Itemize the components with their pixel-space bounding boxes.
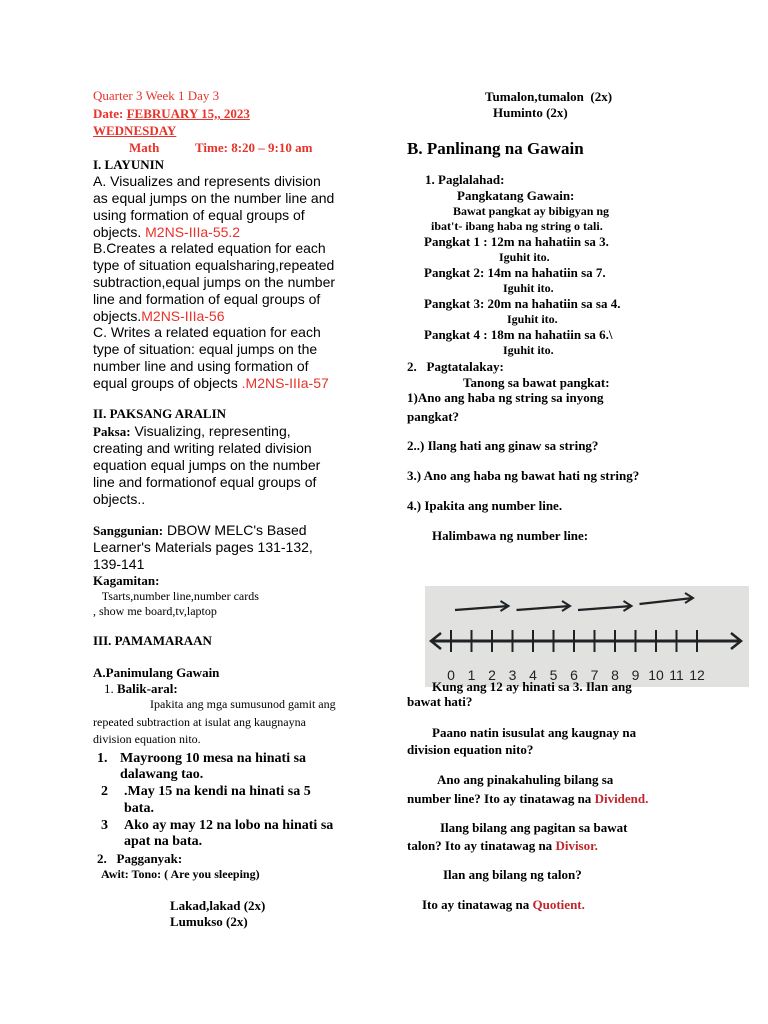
song-line: Huminto (2x): [493, 105, 568, 120]
paksa-label: Paksa:: [93, 424, 131, 439]
song-line: Lakad,lakad (2x): [170, 898, 266, 913]
bawat-line: Bawat pangkat ay bibigyan ng: [453, 204, 610, 218]
date-label: Date:: [93, 106, 124, 121]
tick-label: 0: [447, 667, 455, 683]
objective-a-code: M2NS-IIIa-55.2: [145, 224, 241, 240]
layunin-heading: I. LAYUNIN: [93, 157, 165, 172]
review-item-line: Ako ay may 12 na lobo na hinati sa: [124, 818, 334, 833]
quarter-label: Quarter 3 Week 1 Day 3: [93, 88, 220, 103]
objective-c: [93, 324, 329, 392]
tick-label: 1: [467, 667, 476, 683]
pagtatalakay-label: 2. Pagtatalakay:: [407, 359, 504, 374]
panimula-heading: A.Panimulang Gawain: [93, 665, 220, 680]
paglalahad-label: 1. Paglalahad:: [425, 172, 505, 187]
question-line: 4.) Ipakita ang number line.: [407, 498, 563, 513]
jump-arrow: [455, 606, 509, 610]
tick-label: 12: [689, 667, 705, 683]
sanggunian-label: Sanggunian:: [93, 523, 164, 538]
pamamaraan-heading: III. PAMAMARAAN: [93, 633, 212, 648]
ano-line: [407, 791, 648, 807]
objective-a-line: [93, 224, 334, 241]
paksa-line: creating and writing related division: [93, 440, 312, 456]
group-sub: Iguhit ito.: [503, 281, 554, 295]
objective-a-line: using formation of equal groups of: [93, 207, 305, 223]
quotient-line: [422, 897, 585, 913]
paksa-block: [93, 423, 320, 508]
question-line: 1)Ano ang haba ng string sa inyong: [407, 390, 604, 405]
divisor-term: Divisor.: [555, 838, 598, 853]
jump-arrows: [455, 593, 693, 611]
objective-c-line: number line and using formation of: [93, 358, 309, 374]
sanggunian-line: [93, 522, 313, 539]
review-item-number: 1.: [97, 751, 108, 766]
number-line-svg: [425, 586, 749, 687]
question-line: 2..) Ilang hati ang ginaw sa string?: [407, 438, 599, 453]
paksa-line: line and formationof equal groups of: [93, 474, 317, 490]
tick-label: 8: [611, 667, 619, 683]
subject-label: Math: [129, 140, 160, 155]
sanggunian-first: DBOW MELC's Based: [163, 522, 307, 538]
objective-a-last: objects.: [93, 224, 142, 240]
objective-a-line: A. Visualizes and represents division: [93, 173, 321, 189]
review-item-number: 3: [101, 818, 108, 833]
objective-b-last: objects.: [93, 308, 142, 324]
review-item-line: .May 15 na kendi na hinati sa 5: [124, 784, 311, 799]
number-line-ticks: [447, 630, 705, 683]
bawat-line: ibat't- ibang haba ng string o tali.: [431, 219, 603, 233]
objective-c-line: type of situation: equal jumps on the: [93, 341, 318, 357]
review-item-line: bata.: [124, 801, 154, 816]
review-item-line: Mayroong 10 mesa na hinati sa: [120, 751, 307, 766]
song-line: Lumukso (2x): [170, 914, 248, 929]
sanggunian-block: [93, 522, 313, 573]
quotient-text: Ito ay tinatawag na: [422, 897, 533, 912]
tick-label: 11: [669, 667, 684, 683]
day-label: WEDNESDAY: [93, 123, 177, 138]
group-line: Pangkat 3: 20m na hahatiin sa sa 4.: [424, 296, 621, 311]
kung-line: Kung ang 12 ay hinati sa 3. Ilan ang: [432, 679, 632, 694]
sanggunian-line: Learner's Materials pages 131-132,: [93, 539, 313, 555]
kagamitan-label: Kagamitan:: [93, 573, 160, 588]
group-sub: Iguhit ito.: [507, 312, 558, 326]
tick-label: 4: [529, 667, 537, 683]
ilang-line: Ilang bilang ang pagitan sa bawat: [440, 820, 628, 835]
date-line: [93, 106, 250, 122]
tick-label: 6: [570, 667, 578, 683]
instruction-line: Ipakita ang mga sumusunod gamit ang: [150, 697, 336, 711]
paksa-line: [93, 423, 320, 440]
time-label: Time: 8:20 – 9:10 am: [195, 140, 313, 155]
objective-b-line: type of situation equalsharing,repeated: [93, 257, 335, 273]
tick-label: 7: [590, 667, 599, 683]
objective-b-line: subtraction,equal jumps on the number: [93, 274, 336, 290]
group-line: Pangkat 4 : 18m na hahatiin sa 6.\: [424, 327, 613, 342]
ano-line: Ano ang pinakahuling bilang sa: [437, 772, 614, 787]
tick-label: 10: [648, 667, 664, 683]
group-sub: Iguhit ito.: [499, 250, 550, 264]
pangkatang-label: Pangkatang Gawain:: [457, 188, 575, 203]
paksa-line: equation equal jumps on the number: [93, 457, 321, 473]
paksa-first: Visualizing, representing,: [130, 423, 291, 439]
ano-text: number line? Ito ay tinatawag na: [407, 791, 595, 806]
ilang-text: talon? Ito ay tinatawag na: [407, 838, 556, 853]
balik-aral-line: [104, 681, 178, 697]
objective-c-code: .M2NS-IIIa-57: [241, 375, 329, 391]
date-value: FEBRUARY 15,, 2023: [126, 106, 250, 121]
objective-b-code: M2NS-IIIa-56: [141, 308, 225, 324]
objective-b-line: line and formation of equal groups of: [93, 291, 321, 307]
tanong-label: Tanong sa bawat pangkat:: [463, 375, 610, 390]
section-b-heading: B. Panlinang na Gawain: [407, 139, 584, 158]
number-line-photo: [425, 586, 749, 687]
dividend-term: Dividend.: [594, 791, 649, 806]
tick-label: 5: [549, 667, 558, 683]
kagamitan-line: , show me board,tv,laptop: [93, 604, 217, 618]
instruction-line: division equation nito.: [93, 732, 201, 746]
pagganyak-label: 2. Pagganyak:: [97, 851, 183, 866]
tick-label: 9: [631, 667, 640, 683]
paano-line: division equation nito?: [407, 742, 534, 757]
objective-c-line: C. Writes a related equation for each: [93, 324, 321, 340]
objective-c-line: [93, 375, 329, 392]
paano-line: Paano natin isusulat ang kaugnay na: [432, 725, 637, 740]
objective-c-last: equal groups of objects: [93, 375, 242, 391]
song-line: Tumalon,tumalon (2x): [485, 89, 613, 104]
question-line: pangkat?: [407, 409, 460, 424]
jump-arrow: [578, 606, 632, 610]
paksang-heading: II. PAKSANG ARALIN: [93, 406, 227, 421]
objective-b-line: B.Creates a related equation for each: [93, 240, 326, 256]
group-line: Pangkat 1 : 12m na hahatiin sa 3.: [424, 234, 609, 249]
kung-line: bawat hati?: [407, 694, 473, 709]
paksa-line: objects..: [93, 491, 146, 507]
tick-label: 3: [508, 667, 517, 683]
quotient-term: Quotient.: [532, 897, 585, 912]
group-sub: Iguhit ito.: [503, 343, 554, 357]
tick-label: 2: [488, 667, 496, 683]
objective-b: [93, 240, 335, 325]
ilang-line: [407, 838, 598, 854]
instruction-line: repeated subtraction at isulat ang kaugnayna: [93, 715, 306, 729]
jump-arrow: [640, 598, 694, 604]
sanggunian-line: 139-141: [93, 556, 145, 572]
halimbawa-label: Halimbawa ng number line:: [432, 528, 589, 543]
kagamitan-line: Tsarts,number line,number cards: [93, 589, 259, 603]
balik-aral-label: Balik-aral:: [117, 681, 178, 696]
objective-a: [93, 173, 334, 241]
objective-a-line: as equal jumps on the number line and: [93, 190, 335, 206]
ilan-talon-line: Ilan ang bilang ng talon?: [443, 867, 582, 882]
jump-arrow: [517, 606, 571, 610]
review-item-line: apat na bata.: [124, 834, 203, 849]
awit-label: Awit: Tono: ( Are you sleeping): [101, 867, 260, 881]
review-item-number: 2: [101, 784, 108, 799]
question-line: 3.) Ano ang haba ng bawat hati ng string?: [407, 468, 640, 483]
balik-aral-number: 1.: [104, 681, 117, 696]
group-line: Pangkat 2: 14m na hahatiin sa 7.: [424, 265, 606, 280]
objective-b-line: [93, 308, 335, 325]
review-item-line: dalawang tao.: [120, 767, 204, 782]
